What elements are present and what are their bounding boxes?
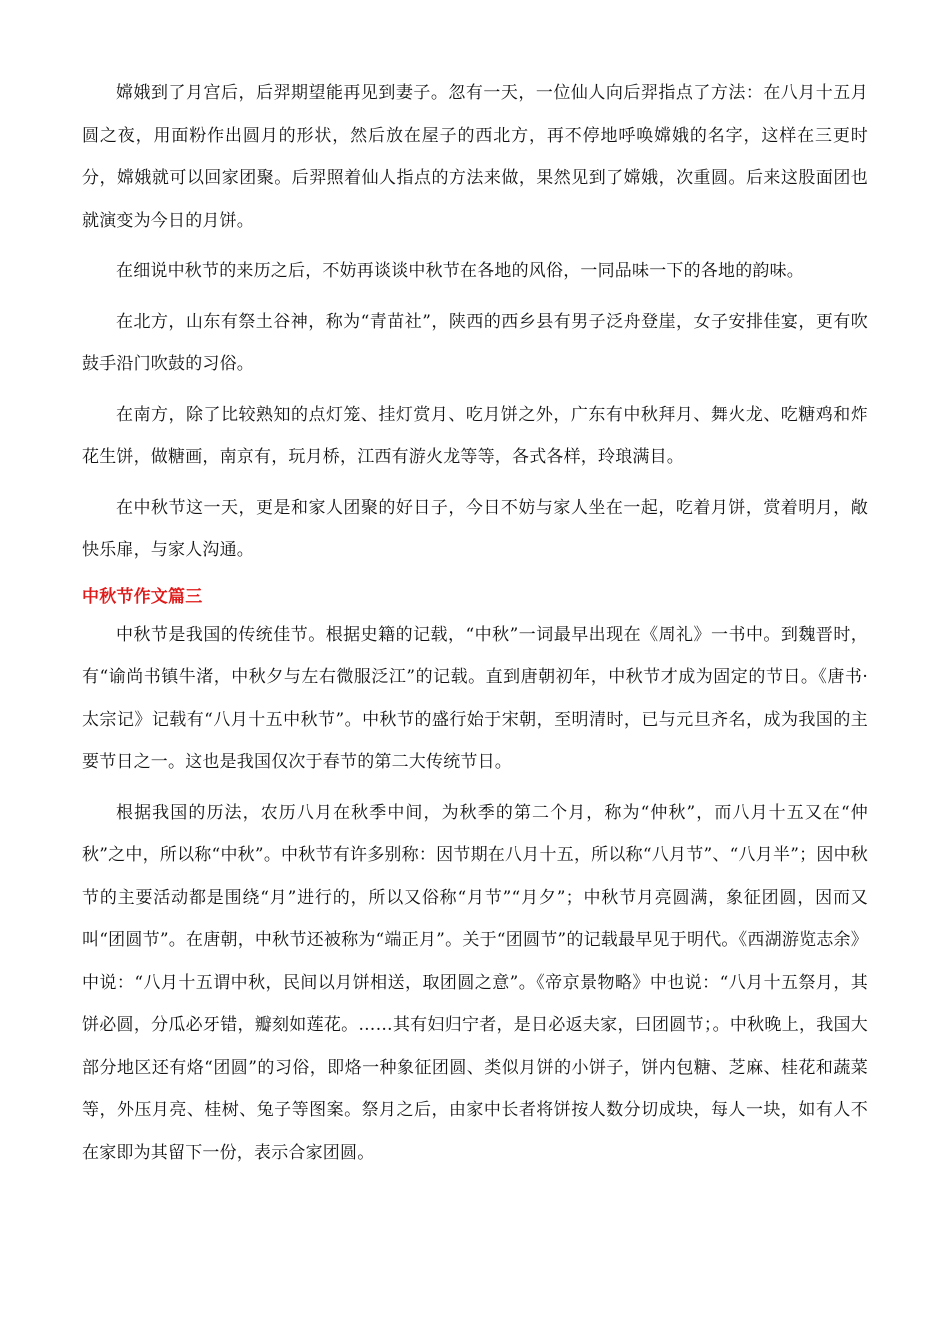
paragraph-customs-intro: 在细说中秋节的来历之后，不妨再谈谈中秋节在各地的风俗，一同品味一下的各地的韵味。: [116, 261, 804, 281]
paragraph-north-customs: 在北方，山东有祭土谷神，称为“青苗社”，陕西的西乡县有男子泛舟登崖，女子安排佳宴，更有吹鼓手沿门吹鼓的习俗。: [82, 311, 868, 374]
document-body: [82, 72, 868, 1174]
paragraph-family-reunion: 在中秋节这一天，更是和家人团聚的好日子，今日不妨与家人坐在一起，吃着月饼，赏着明月，敞快乐扉，与家人沟通。: [82, 497, 868, 560]
paragraph-calendar-names: 根据我国的历法，农历八月在秋季中间，为秋季的第二个月，称为“仲秋”，而八月十五又在“仲秋”之中，所以称“中秋”。中秋节有许多别称：因节期在八月十五，所以称“八月节”、“八月半”；因中秋节的主要活动都是围绕“月”进行的，所以又俗称“月节”“月夕”；中秋节月亮圆满，象征团圆，因而又叫“团圆节”。在唐朝，中秋节还被称为“端正月”。关于“团圆节”的记载最早见于明代。《西湖游览志余》中说：“八月十五谓中秋，民间以月饼相送，取团圆之意”。《帝京景物略》中也说：“八月十五祭月，其饼必圆，分瓜必牙错，瓣刻如莲花。……其有妇归宁者，是日必返夫家，曰团圆节；。中秋晚上，我国大部分地区还有烙“团圆”的习俗，即烙一种象征团圆、类似月饼的小饼子，饼内包糖、芝麻、桂花和蔬菜等，外压月亮、桂树、兔子等图案。祭月之后，由家中长者将饼按人数分切成块，每人一块，如有人不在家即为其留下一份，表示合家团圆。: [82, 802, 868, 1163]
section-heading: 中秋节作文篇三: [82, 586, 203, 607]
paragraph-change-reunion: 嫦娥到了月宫后，后羿期望能再见到妻子。忽有一天，一位仙人向后羿指点了方法：在八月十五月圆之夜，用面粉作出圆月的形状，然后放在屋子的西北方，再不停地呼唤嫦娥的名字，这样在三更时分，嫦娥就可以回家团聚。后羿照着仙人指点的方法来做，果然见到了嫦娥，次重圆。后来这股面团也就演变为今日的月饼。: [82, 83, 868, 231]
paragraph-history: 中秋节是我国的传统佳节。根据史籍的记载，“中秋”一词最早出现在《周礼》一书中。到魏晋时，有“谕尚书镇牛渚，中秋夕与左右微服泛江”的记载。直到唐朝初年，中秋节才成为固定的节日。《唐书·太宗记》记载有“八月十五中秋节”。中秋节的盛行始于宋朝，至明清时，已与元旦齐名，成为我国的主要节日之一。这也是我国仅次于春节的第二大传统节日。: [82, 624, 868, 772]
paragraph-south-customs: 在南方，除了比较熟知的点灯笼、挂灯赏月、吃月饼之外，广东有中秋拜月、舞火龙、吃糖鸡和炸花生饼，做糖画，南京有，玩月桥，江西有游火龙等等，各式各样，玲琅满目。: [82, 404, 868, 467]
